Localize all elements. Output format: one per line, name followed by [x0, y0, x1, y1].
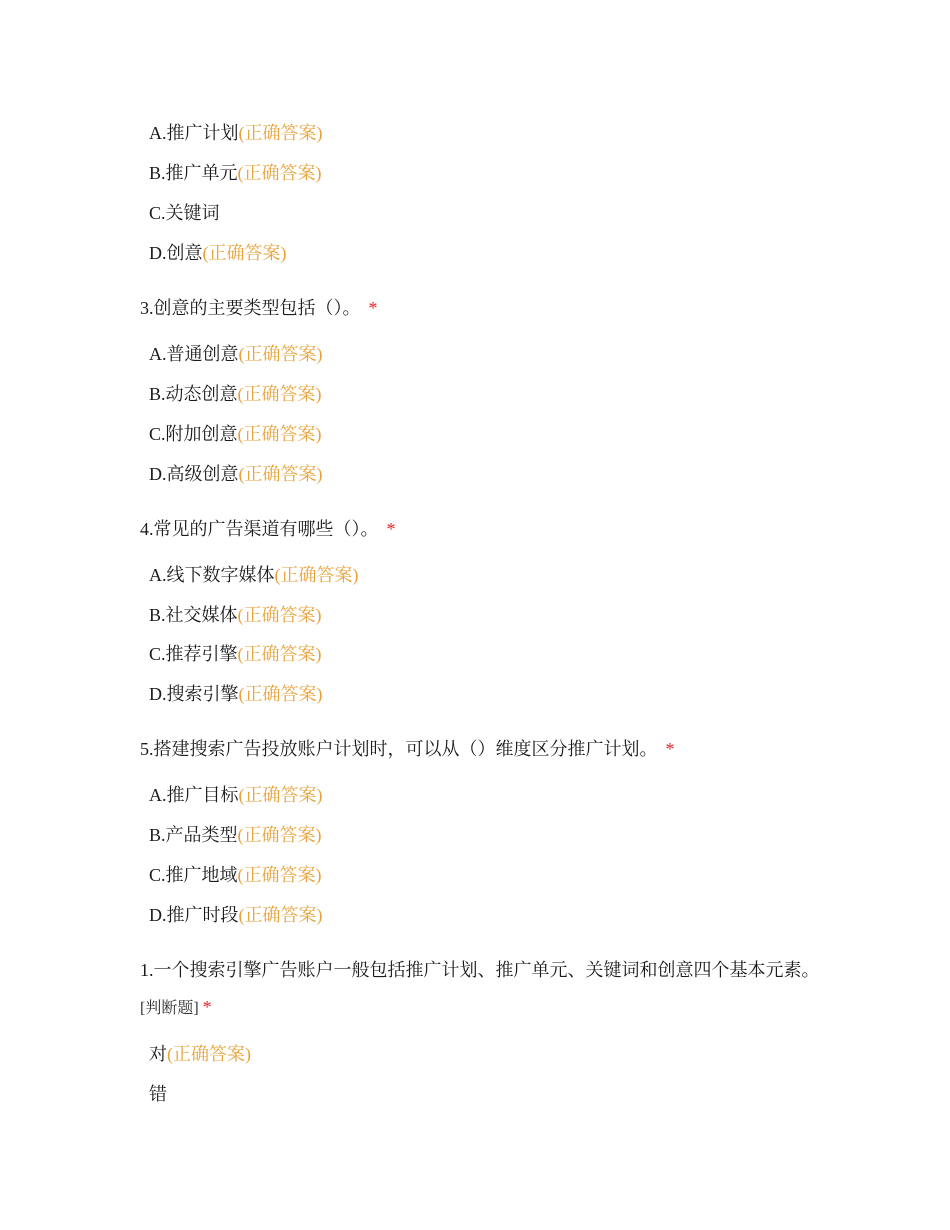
correct-answer-label: (正确答案) [274, 565, 359, 585]
q4-option-d [149, 682, 323, 706]
option-text: A.线下数字媒体 [149, 565, 275, 585]
option-text: B.推广单元 [149, 163, 238, 183]
tf-question-1-title [140, 952, 820, 1027]
correct-answer-label: (正确答案) [238, 785, 323, 805]
question-text: 1.一个搜索引擎广告账户一般包括推广计划、推广单元、关键词和创意四个基本元素。 [140, 960, 820, 980]
q5-option-b [149, 823, 322, 847]
q4-option-a [149, 563, 359, 587]
option-text: D.高级创意 [149, 464, 239, 484]
correct-answer-label: (正确答案) [237, 163, 322, 183]
option-text: C.附加创意 [149, 424, 238, 444]
option-text: D.搜索引擎 [149, 684, 239, 704]
question-text: 5.搭建搜索广告投放账户计划时，可以从（）维度区分推广计划。 [140, 739, 658, 759]
required-marker: * [202, 997, 212, 1017]
q3-option-d [149, 462, 323, 486]
option-text: B.社交媒体 [149, 605, 238, 625]
q5-option-c [149, 863, 322, 887]
correct-answer-label: (正确答案) [238, 123, 323, 143]
correct-answer-label: (正确答案) [238, 684, 323, 704]
q2-option-c [149, 201, 220, 225]
tf1-option-false [149, 1082, 167, 1106]
correct-answer-label: (正确答案) [237, 424, 322, 444]
option-text: B.动态创意 [149, 384, 238, 404]
question-text: 4.常见的广告渠道有哪些（）。 [140, 519, 379, 539]
q5-option-a [149, 783, 323, 807]
option-text: D.创意 [149, 243, 203, 263]
correct-answer-label: (正确答案) [237, 865, 322, 885]
tf1-option-true [149, 1042, 251, 1066]
option-text: A.推广目标 [149, 785, 239, 805]
required-marker: * [368, 298, 378, 318]
option-text: 错 [149, 1084, 167, 1104]
question-5-title [140, 737, 675, 761]
option-text: C.关键词 [149, 203, 220, 223]
correct-answer-label: (正确答案) [238, 344, 323, 364]
q4-option-c [149, 642, 322, 666]
question-4-title [140, 517, 396, 541]
correct-answer-label: (正确答案) [237, 384, 322, 404]
correct-answer-label: (正确答案) [167, 1044, 251, 1064]
q2-option-d [149, 241, 287, 265]
correct-answer-label: (正确答案) [237, 605, 322, 625]
q2-option-a [149, 121, 323, 145]
correct-answer-label: (正确答案) [238, 905, 323, 925]
correct-answer-label: (正确答案) [238, 464, 323, 484]
correct-answer-label: (正确答案) [202, 243, 287, 263]
option-text: B.产品类型 [149, 825, 238, 845]
required-marker: * [386, 519, 396, 539]
q2-option-b [149, 161, 322, 185]
option-text: C.推广地域 [149, 865, 238, 885]
question-text: 3.创意的主要类型包括（）。 [140, 298, 361, 318]
option-text: A.普通创意 [149, 344, 239, 364]
question-3-title [140, 296, 378, 320]
option-text: D.推广时段 [149, 905, 239, 925]
correct-answer-label: (正确答案) [237, 644, 322, 664]
q3-option-b [149, 382, 322, 406]
correct-answer-label: (正确答案) [237, 825, 322, 845]
required-marker: * [665, 739, 675, 759]
option-text: C.推荐引擎 [149, 644, 238, 664]
q3-option-a [149, 342, 323, 366]
q5-option-d [149, 903, 323, 927]
question-type-tag: [判断题] [140, 1000, 199, 1017]
option-text: 对 [149, 1044, 167, 1064]
q4-option-b [149, 603, 322, 627]
q3-option-c [149, 422, 322, 446]
option-text: A.推广计划 [149, 123, 239, 143]
